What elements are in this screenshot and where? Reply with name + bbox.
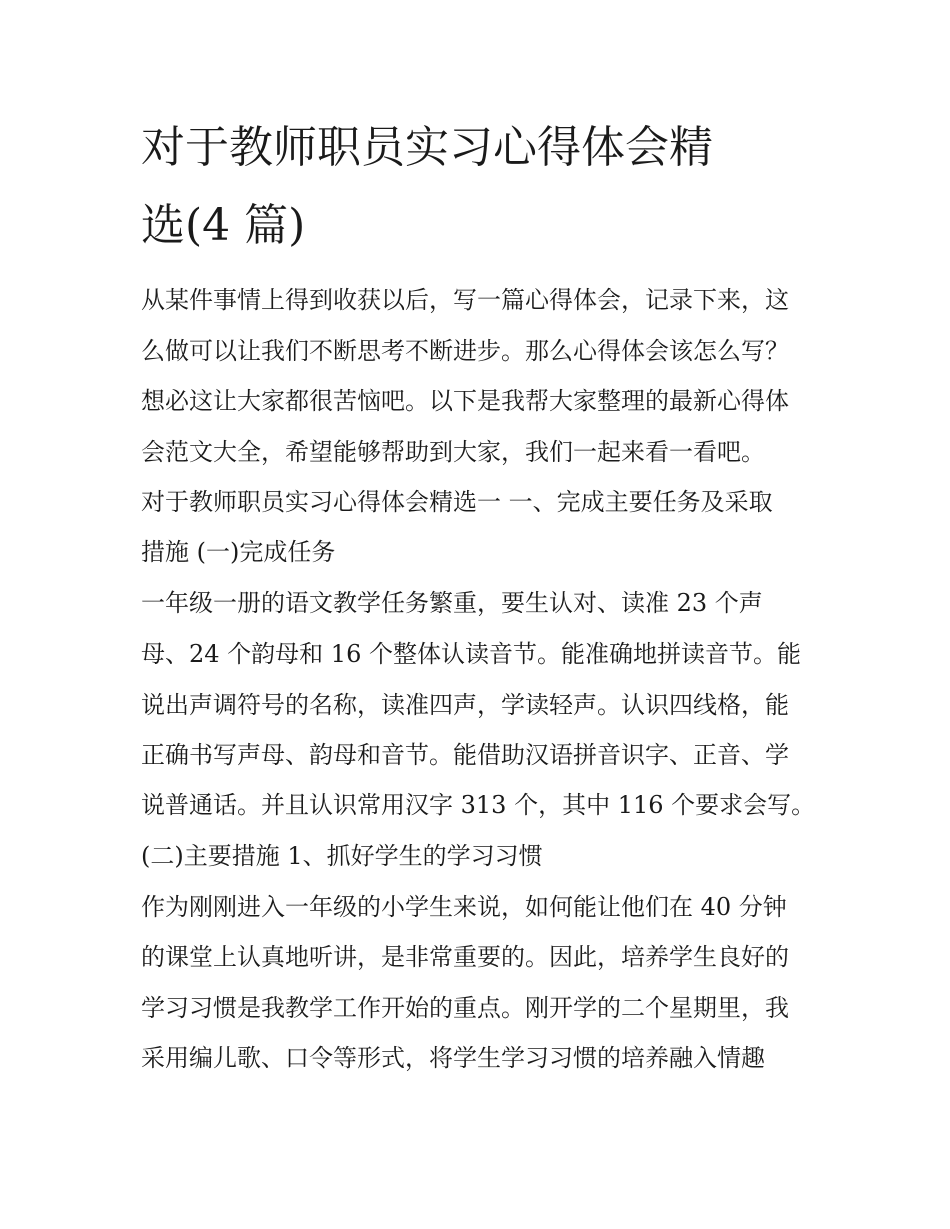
paragraph-line: 的课堂上认真地听讲，是非常重要的。因此，培养学生良好的 — [141, 943, 789, 971]
section-heading-line: (二)主要措施 1、抓好学生的学习习惯 — [141, 842, 543, 870]
paragraph-line: 么做可以让我们不断思考不断进步。那么心得体会该怎么写？ — [141, 337, 789, 365]
paragraph-line: 一年级一册的语文教学任务繁重，要生认对、读准 23 个声 — [141, 589, 763, 617]
paragraph-line: 说出声调符号的名称，读准四声，学读轻声。认识四线格，能 — [141, 691, 789, 719]
paragraph-line: 正确书写声母、韵母和音节。能借助汉语拼音识字、正音、学 — [141, 741, 789, 769]
section-heading-line: 措施 (一)完成任务 — [141, 538, 336, 566]
paragraph-line: 从某件事情上得到收获以后，写一篇心得体会，记录下来，这 — [141, 286, 789, 314]
section-heading-line: 对于教师职员实习心得体会精选一 一、完成主要任务及采取 — [141, 488, 773, 516]
paragraph-line: 采用编儿歌、口令等形式，将学生学习习惯的培养融入情趣 — [141, 1044, 765, 1072]
paragraph-line: 想必这让大家都很苦恼吧。以下是我帮大家整理的最新心得体 — [141, 387, 789, 415]
paragraph-line: 作为刚刚进入一年级的小学生来说，如何能让他们在 40 分钟 — [141, 893, 787, 921]
paragraph-line: 母、24 个韵母和 16 个整体认读音节。能准确地拼读音节。能 — [141, 640, 801, 668]
document-title-line-1: 对于教师职员实习心得体会精 — [141, 122, 713, 173]
document-title-line-2: 选(4 篇) — [141, 200, 306, 251]
paragraph-line: 会范文大全，希望能够帮助到大家，我们一起来看一看吧。 — [141, 438, 765, 466]
paragraph-line: 学习习惯是我教学工作开始的重点。刚开学的二个星期里，我 — [141, 994, 789, 1022]
paragraph-line: 说普通话。并且认识常用汉字 313 个，其中 116 个要求会写。 — [141, 791, 816, 819]
